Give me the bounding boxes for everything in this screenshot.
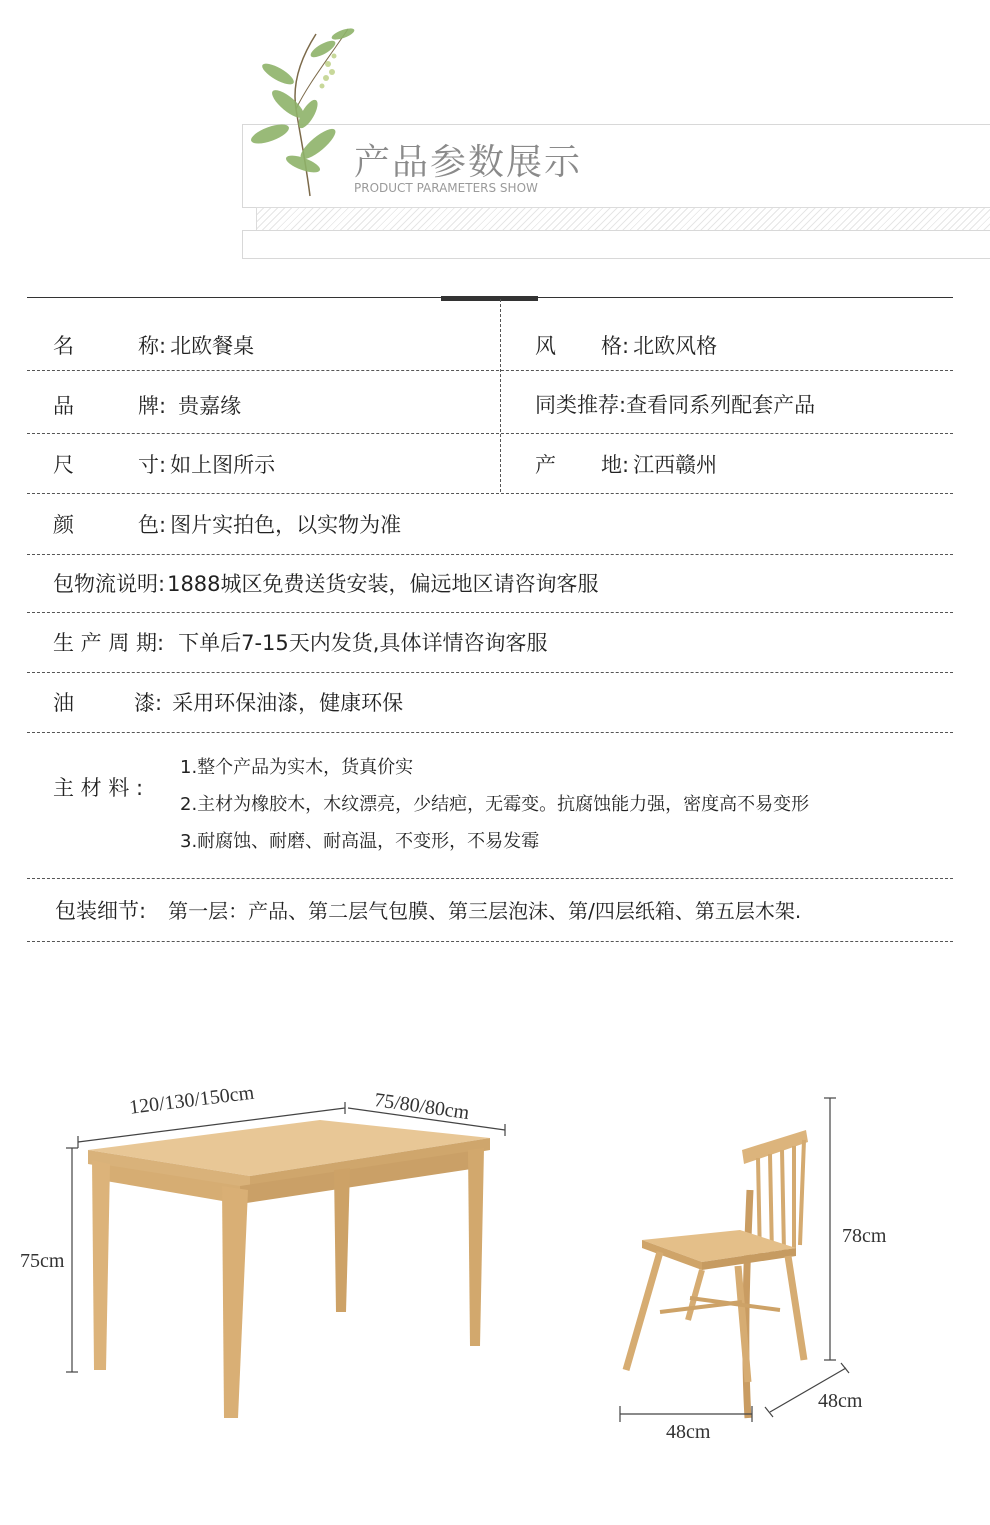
param-size-label: 尺	[53, 453, 74, 477]
param-packing: 包装细节: 第一层：产品、第二层气包膜、第三层泡沫、第/四层纸箱、第五层木架.	[55, 899, 802, 923]
param-name-value: 北欧餐桌	[170, 334, 255, 358]
param-size: 寸: 如上图所示	[138, 453, 276, 477]
param-paint-label: 油	[53, 691, 74, 715]
header-stripe	[256, 207, 990, 231]
dining-table-icon	[88, 1120, 490, 1418]
param-shipping-value: 1888城区免费送货安装，偏远地区请咨询客服	[167, 572, 599, 596]
page-title: 产品参数展示	[354, 142, 583, 183]
param-paint: 漆: 采用环保油漆，健康环保	[134, 691, 404, 715]
chair-width-label: 48cm	[666, 1421, 711, 1443]
row-divider	[27, 493, 953, 494]
param-origin: 地: 江西赣州	[601, 453, 718, 477]
param-color: 色: 图片实拍色，以实物为准	[138, 513, 402, 537]
chair-depth-label: 48cm	[818, 1390, 863, 1412]
param-name: 称: 北欧餐桌	[138, 334, 255, 358]
table-column-divider	[500, 299, 501, 492]
material-item: 2.主材为橡胶木，木纹漂亮，少结疤，无霉变。抗腐蚀能力强，密度高不易变形	[180, 794, 810, 815]
param-material-label: 主 材 料 :	[53, 776, 144, 800]
header-box-lower	[242, 230, 990, 259]
row-divider	[27, 732, 953, 733]
row-divider	[27, 672, 953, 673]
param-origin-label: 产	[535, 453, 556, 477]
param-cycle: 生 产 周 期: 下单后7-15天内发货,具体详情咨询客服	[53, 631, 548, 655]
param-origin-value: 江西赣州	[633, 453, 718, 477]
row-divider	[27, 554, 953, 555]
table-top-marker	[441, 296, 538, 301]
table-width-label: 75/80/80cm	[372, 1089, 471, 1125]
param-related: 同类推荐:查看同系列配套产品	[535, 393, 816, 417]
row-divider	[27, 612, 953, 613]
param-shipping: 包物流说明:1888城区免费送货安装，偏远地区请咨询客服	[53, 572, 599, 596]
related-products-link[interactable]: 查看同系列配套产品	[626, 393, 816, 417]
material-item: 1.整个产品为实木，货真价实	[180, 757, 414, 778]
param-cycle-value: 下单后7-15天内发货,具体详情咨询客服	[178, 631, 548, 655]
param-style-label: 风	[535, 334, 556, 358]
param-brand: 牌: 贵嘉缘	[138, 394, 242, 418]
table-length-label: 120/130/150cm	[128, 1081, 256, 1119]
param-color-label: 颜	[53, 513, 74, 537]
chair-height-label: 78cm	[842, 1225, 887, 1247]
param-name-label: 名	[53, 334, 74, 358]
row-divider	[27, 941, 953, 942]
table-height-label: 75cm	[20, 1250, 65, 1272]
page-subtitle: PRODUCT PARAMETERS SHOW	[354, 181, 538, 195]
row-divider	[27, 878, 953, 879]
param-style-value: 北欧风格	[633, 334, 718, 358]
param-brand-value: 贵嘉缘	[178, 394, 242, 418]
param-size-value: 如上图所示	[170, 453, 276, 477]
param-paint-value: 采用环保油漆，健康环保	[172, 691, 404, 715]
row-divider	[27, 370, 953, 371]
material-item: 3.耐腐蚀、耐磨、耐高温，不变形，不易发霉	[180, 831, 540, 852]
dining-chair-icon	[626, 1130, 808, 1418]
param-brand-label: 品	[53, 394, 74, 418]
param-style: 格: 北欧风格	[601, 334, 718, 358]
param-color-value: 图片实拍色，以实物为准	[170, 513, 402, 537]
row-divider	[27, 433, 953, 434]
param-packing-value: 第一层：产品、第二层气包膜、第三层泡沫、第/四层纸箱、第五层木架.	[168, 899, 802, 923]
plant-decoration-icon	[248, 14, 368, 199]
